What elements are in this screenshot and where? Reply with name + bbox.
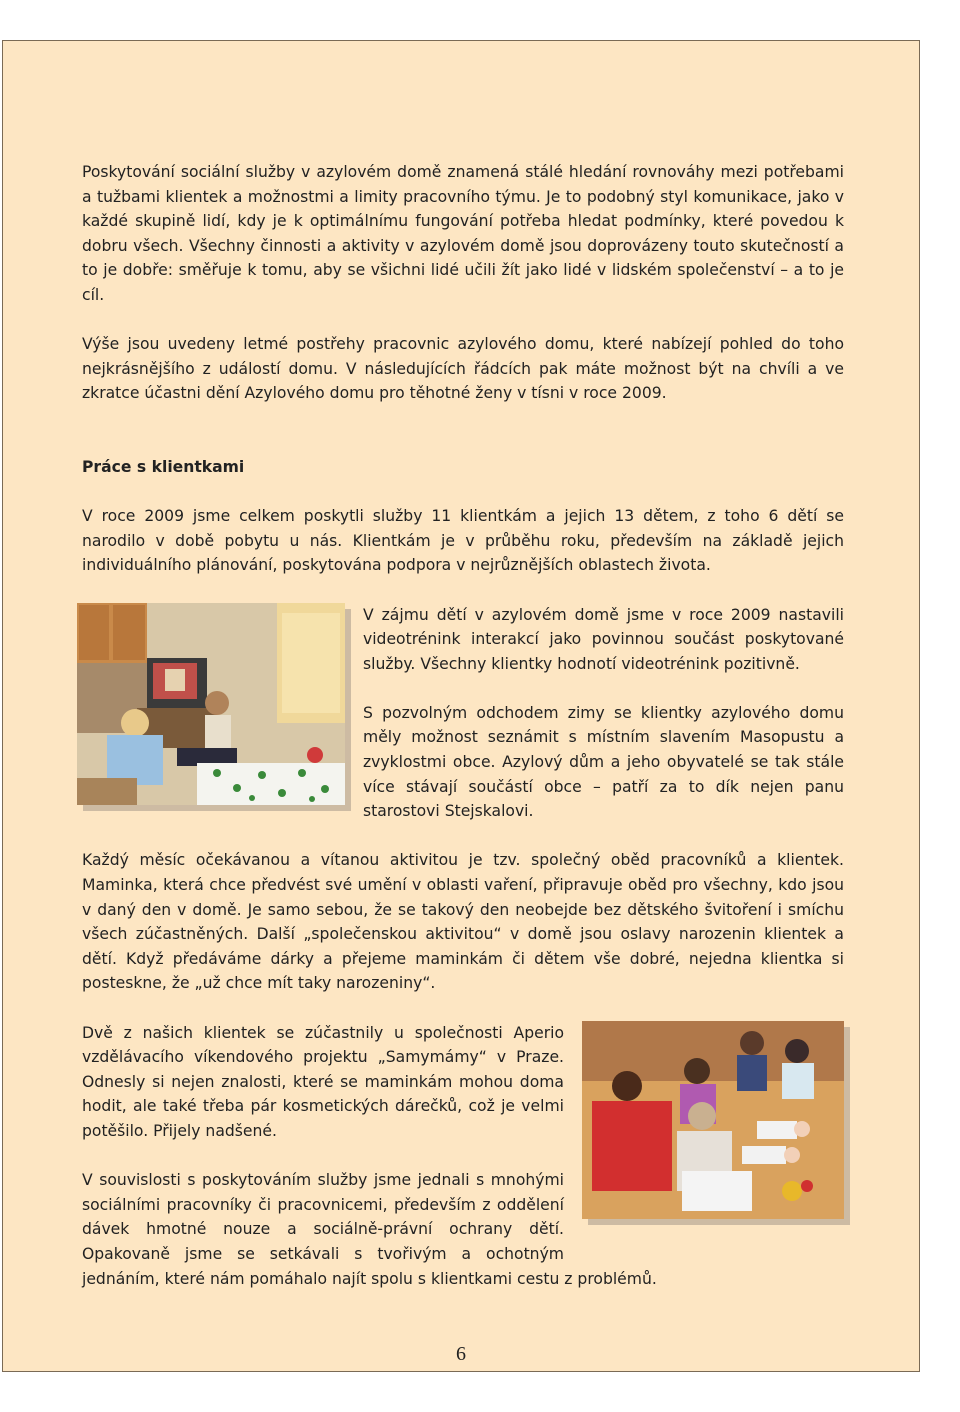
paragraph-aperio: Dvě z našich klientek se zúčastnily u společnosti Aperio vzdělávacího víkendového projektu „Samymámy“ v Praze. Odnesly si nejen znalosti, které se maminkám mohou doma hodit, ale také třeba pár kosmetických dárečků, což je velmi potěšilo. Přijely nadšené. [82,1023,564,1140]
paragraph-carnival: S pozvolným odchodem zimy se klientky azylového domu měly možnost seznámit s místním slavením Masopustu a zvyklostmi obce. Azylový dům a jeho obyvatelé se tak stále více stávají součástí obce – patří za to dík nejen panu starostovi Stejskalovi. [363,703,844,821]
document-page [2,40,920,1372]
paragraph-observations: Výše jsou uvedeny letmé postřehy pracovnic azylového domu, které nabízejí pohled do toho nejkrásnějšího z událostí domu. V následujících řádcích pak máte možnost být na chvíli a ve zkratce účastni dění Azylového domu pro těhotné ženy v tísni v roce 2009. [82,335,844,403]
paragraph-lunch: Každý měsíc očekávanou a vítanou aktivitou je tzv. společný oběd pracovníků a klientek. Maminka, která chce předvést své umění v oblasti vaření, připravuje oběd pro všechny, kdo jsou v daný den v domě. Je samo sebou, že se takový den neobejde bez dětského švitoření i smíchu všech zúčastněných. Další „společenskou aktivitou“ v domě jsou oslavy narozenin klientek a dětí. Když předáváme dárky a přejeme maminkám či dětem vše dobré, nejedna klientka si posteskne, že „už chce mít taky narozeniny“. [82,851,844,993]
page-content [82,160,844,1291]
paragraph-clients: V roce 2009 jsme celkem poskytli služby 11 klientkám a jejich 13 dětem, z toho 6 dětí se narodilo v době pobytu u nás. Klientkám je v průběhu roku, především na základě jejich individuálního plánování, poskytována podpora v nejrůznějších oblastech života. [82,507,844,575]
paragraph-videotraining: V zájmu dětí v azylovém domě jsme v roce 2009 nastavili videotrénink interakcí jako povinnou součást poskytované služby. Všechny klientky hodnotí videotrénink pozitivně. [363,605,844,673]
paragraph-intro: Poskytování sociální služby v azylovém domě znamená stálé hledání rovnováhy mezi potřebami a tužbami klientek a možnostmi a limity pracovního týmu. Je to podobný styl komunikace, jako v každé skupině lidí, kdy je k optimálnímu fungování potřeba hledat podmínky, které povedou k dobru všech. Všechny činnosti a aktivity v azylovém domě jsou doprovázeny touto skutečností a to je dobře: směřuje k tomu, aby se všichni lidé učili žít jako lidé v lidském společenství – a to je cíl. [82,163,844,304]
paragraph-cooperation: V souvislosti s poskytováním služby jsme jednali s mnohými sociálními pracovníky či pracovnicemi, především z oddělení dávek hmotné nouze a sociálně-právní ochrany dětí. Opakovaně jsme se setkávali s tvořivým a ochotným jednáním, které nám pomáhalo najít spolu s klientkami cestu z problémů. [82,1171,657,1288]
photo-babies-workshop [582,1021,844,1219]
page-number: 6 [456,1343,466,1365]
section-heading: Práce s klientkami [82,457,245,476]
photo-living-room [77,603,345,805]
